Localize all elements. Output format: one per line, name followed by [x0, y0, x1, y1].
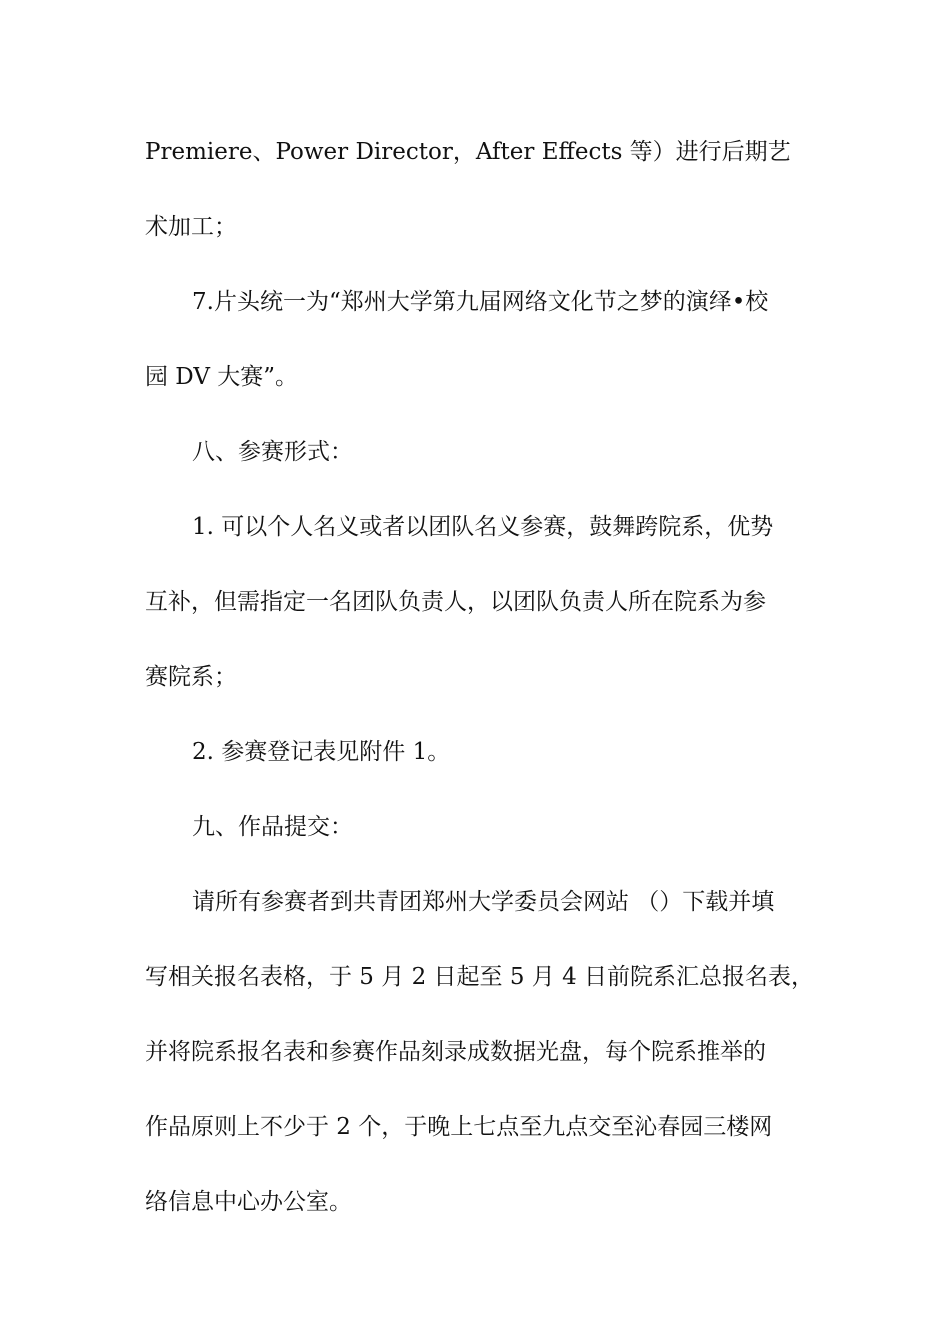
body-text-line: 写相关报名表格，于 5 月 2 日起至 5 月 4 日前院系汇总报名表， [145, 964, 815, 990]
body-text-line: Premiere、Power Director，After Effects 等）进行后期艺 [145, 139, 791, 165]
list-item-1: 1. 可以个人名义或者以团队名义参赛，鼓舞跨院系，优势 [192, 514, 774, 540]
list-item-7: 7.片头统一为“郑州大学第九届网络文化节之梦的演绎•校 [192, 289, 769, 315]
body-text-line: 作品原则上不少于 2 个，于晚上七点至九点交至沁春园三楼网 [145, 1114, 773, 1140]
body-text-line: 并将院系报名表和参赛作品刻录成数据光盘，每个院系推举的 [145, 1039, 766, 1065]
list-item-2: 2. 参赛登记表见附件 1。 [192, 739, 451, 765]
body-text-line: 园 DV 大赛”。 [145, 364, 299, 390]
body-text-line: 互补，但需指定一名团队负责人，以团队负责人所在院系为参 [145, 589, 766, 615]
section-heading-participation: 八、参赛形式： [192, 439, 353, 465]
section-heading-submission: 九、作品提交： [192, 814, 353, 840]
body-text-line: 赛院系； [145, 664, 237, 690]
paragraph-start: 请所有参赛者到共青团郑州大学委员会网站 （）下载并填 [192, 889, 775, 915]
body-text-line: 术加工； [145, 214, 237, 240]
body-text-line: 络信息中心办公室。 [145, 1189, 352, 1215]
